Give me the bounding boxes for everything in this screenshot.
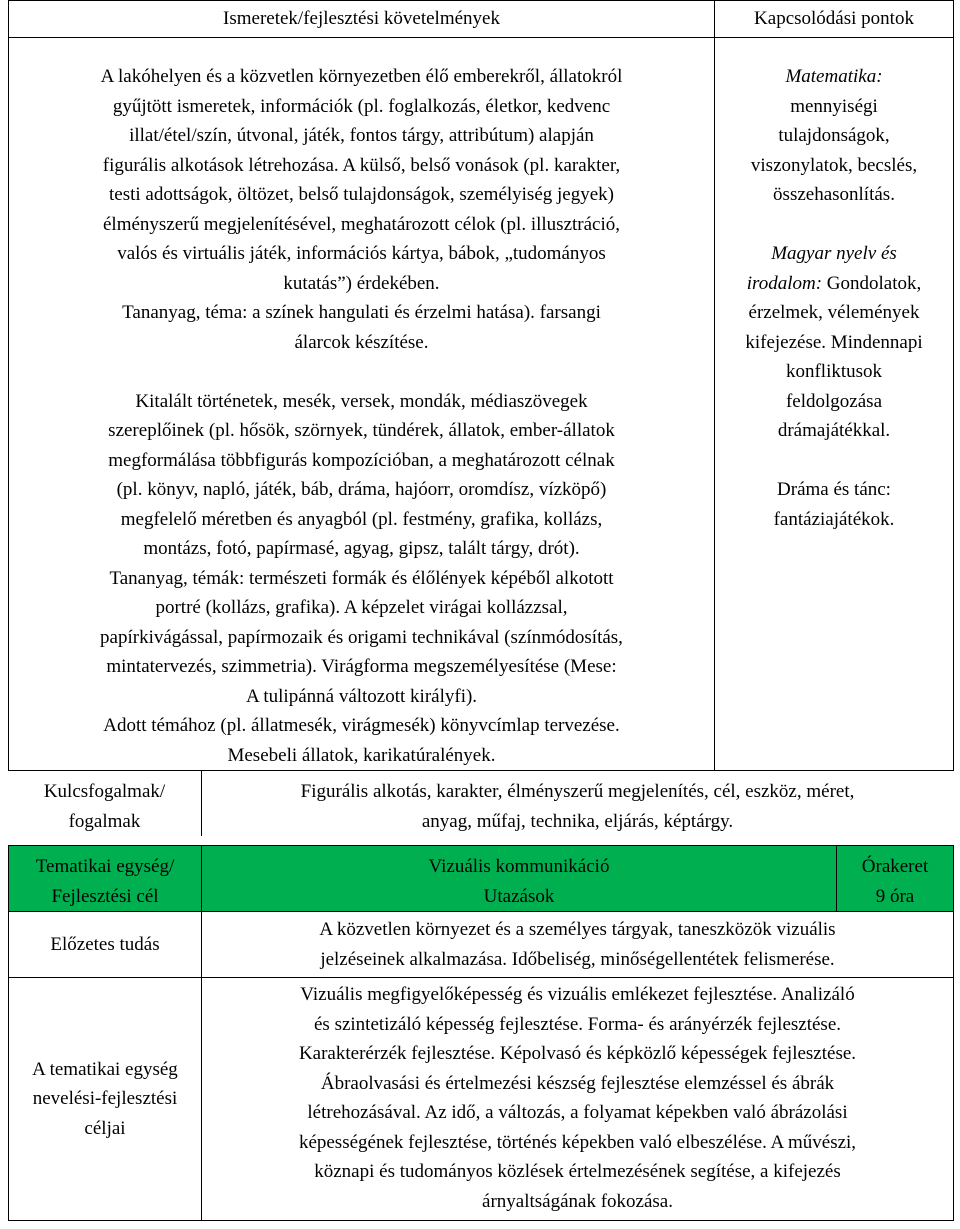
key-concepts-label-line: fogalmak: [68, 810, 141, 832]
goals-label-line: céljai: [84, 1117, 126, 1139]
goals-text: [202, 978, 954, 1221]
lit-line: konfliktusok: [785, 361, 883, 382]
requirements-line: testi adottságok, öltözet, belső tulajdonságok, személyiség jegyek): [109, 184, 614, 205]
goals-line: Vizuális megfigyelőképesség és vizuális emlékezet fejlesztése. Analizáló: [300, 984, 855, 1005]
requirements-line: szereplőinek (pl. hősök, szörnyek, tündérek, állatok, ember-állatok: [108, 420, 615, 441]
requirements-line: gyűjtött ismeretek, információk (pl. foglalkozás, életkor, kedvenc: [112, 95, 611, 117]
requirements-line: figurális alkotások létrehozása. A külső, belső vonások (pl. karakter,: [102, 154, 621, 176]
requirements-line: (pl. könyv, napló, játék, báb, dráma, hajóorr, oromdísz, vízköpő): [116, 479, 607, 500]
prior-knowledge-row: [9, 912, 954, 978]
unit-label: [9, 846, 202, 912]
goals-line: Karakterérzék fejlesztése. Képolvasó és képközlő képességek fejlesztése.: [298, 1043, 857, 1064]
math-label: Matematika:: [785, 66, 883, 87]
key-concepts-row: [9, 771, 954, 837]
math-line: mennyiségi: [790, 95, 878, 117]
unit-label-line: Tematikai egység/: [35, 856, 175, 877]
key-concepts-label: [9, 771, 202, 836]
requirements-line: álarcok készítése.: [294, 331, 429, 353]
unit-title-line: Utazások: [483, 885, 555, 907]
requirements-content: [9, 38, 715, 771]
goals-label-line: nevelési-fejlesztési: [32, 1088, 178, 1110]
thematic-unit-table: [8, 845, 954, 1221]
goals-label-line: A tematikai egység: [32, 1058, 178, 1080]
requirements-line: Adott témához (pl. állatmesék, virágmesék) könyvcímlap tervezése.: [103, 715, 620, 736]
requirements-header: Ismeretek/fejlesztési követelmények: [9, 1, 715, 38]
requirements-line: [15, 357, 708, 387]
math-text: [721, 92, 947, 210]
connections-content: [715, 38, 954, 771]
unit-label-line: Fejlesztési cél: [51, 885, 159, 907]
requirements-line: megformálása többfigurás kompozícióban, a meghatározott célnak: [108, 449, 615, 471]
requirements-line: papírkivágással, papírmozaik és origami technikával (színmódosítás,: [100, 626, 623, 648]
connections-header: Kapcsolódási pontok: [715, 1, 954, 38]
hours-label: Órakeret: [861, 856, 929, 877]
hours-value: 9 óra: [875, 885, 915, 907]
math-line: összehasonlítás.: [773, 184, 895, 205]
lit-line: érzelmek, vélemények: [748, 302, 920, 323]
goals-line: létrehozásával. Az idő, a változás, a folyamat képekben való ábrázolási: [307, 1102, 848, 1123]
goals-line: képességének fejlesztése, történés képekben való elbeszélése. A művészi,: [298, 1131, 857, 1153]
goals-row: [9, 978, 954, 1221]
drama-line: fantáziajátékok.: [773, 508, 895, 530]
requirements-header-row: [9, 1, 954, 38]
drama-line: Dráma és tánc:: [777, 479, 891, 500]
requirements-line: mintatervezés, szimmetria). Virágforma megszemélyesítése (Mese:: [106, 656, 617, 677]
math-line: tulajdonságok,: [778, 125, 890, 146]
math-line: viszonylatok, becslés,: [750, 154, 918, 176]
requirements-line: A lakóhelyen és a közvetlen környezetben élő emberekről, állatokról: [100, 66, 623, 87]
goals-line: köznapi és tudományos közlések értelmezésének segítése, a kifejezés: [314, 1161, 841, 1182]
requirements-line: montázs, fotó, papírmasé, agyag, gipsz, talált tárgy, drót).: [143, 538, 580, 559]
requirements-table: [8, 0, 954, 836]
lit-line: kifejezése. Mindennapi: [745, 331, 923, 353]
requirements-line: valós és virtuális játék, információs kártya, bábok, „tudományos: [117, 243, 606, 264]
requirements-line: élményszerű megjelenítésével, meghatározott célok (pl. illusztráció,: [102, 213, 621, 235]
prior-line: A közvetlen környezet és a személyes tárgyak, taneszközök vizuális: [319, 919, 836, 940]
requirements-line: A tulipánná változott királyfi).: [245, 685, 478, 707]
goals-line: árnyaltságának fokozása.: [482, 1190, 673, 1212]
requirements-line: megfelelő méretben és anyagból (pl. festmény, grafika, kollázs,: [120, 508, 603, 530]
unit-title-line: Vizuális kommunikáció: [428, 856, 610, 877]
prior-line: jelzéseinek alkalmazása. Időbeliség, minőségellentétek felismerése.: [320, 948, 835, 970]
requirements-line: portré (kollázs, grafika). A képzelet virágai kollázzsal,: [155, 597, 568, 618]
goals-label: [9, 978, 202, 1221]
prior-knowledge-text: [202, 912, 954, 978]
prior-knowledge-label: Előzetes tudás: [9, 912, 202, 978]
lit-line: drámajátékkal.: [777, 420, 891, 441]
unit-title: [202, 846, 837, 912]
requirements-line: Tananyag, téma: a színek hangulati és érzelmi hatása). farsangi: [122, 302, 601, 323]
goals-line: Ábraolvasási és értelmezési készség fejlesztése elemzéssel és ábrák: [320, 1072, 835, 1094]
requirements-line: kutatás”) érdekében.: [283, 272, 440, 294]
lit-label-line-1: Magyar nyelv és: [771, 243, 897, 264]
requirements-line: Kitalált történetek, mesék, versek, mondák, médiaszövegek: [135, 390, 588, 412]
lit-label-line-2: irodalom: Gondolatok,: [746, 272, 922, 294]
key-concepts-value: [201, 771, 954, 836]
requirements-line: illat/étel/szín, útvonal, játék, fontos tárgy, attribútum) alapján: [129, 125, 594, 146]
requirements-line: Tananyag, témák: természeti formák és élőlények képéből alkotott: [109, 567, 614, 589]
drama-text: [721, 475, 947, 534]
key-concepts-line: anyag, műfaj, technika, eljárás, képtárgy.: [421, 810, 734, 832]
key-concepts-label-line: Kulcsfogalmak/: [43, 781, 166, 802]
lit-text: [721, 298, 947, 446]
key-concepts-line: Figurális alkotás, karakter, élményszerű megjelenítés, cél, eszköz, méret,: [300, 781, 855, 802]
goals-line: és szintetizáló képesség fejlesztése. Forma- és arányérzék fejlesztése.: [314, 1013, 841, 1035]
requirements-line: Mesebeli állatok, karikatúralények.: [227, 744, 496, 766]
requirements-content-row: [9, 38, 954, 771]
unit-header-row: [9, 846, 954, 912]
lit-line: feldolgozása: [785, 390, 882, 412]
hours-cell: [837, 846, 954, 912]
